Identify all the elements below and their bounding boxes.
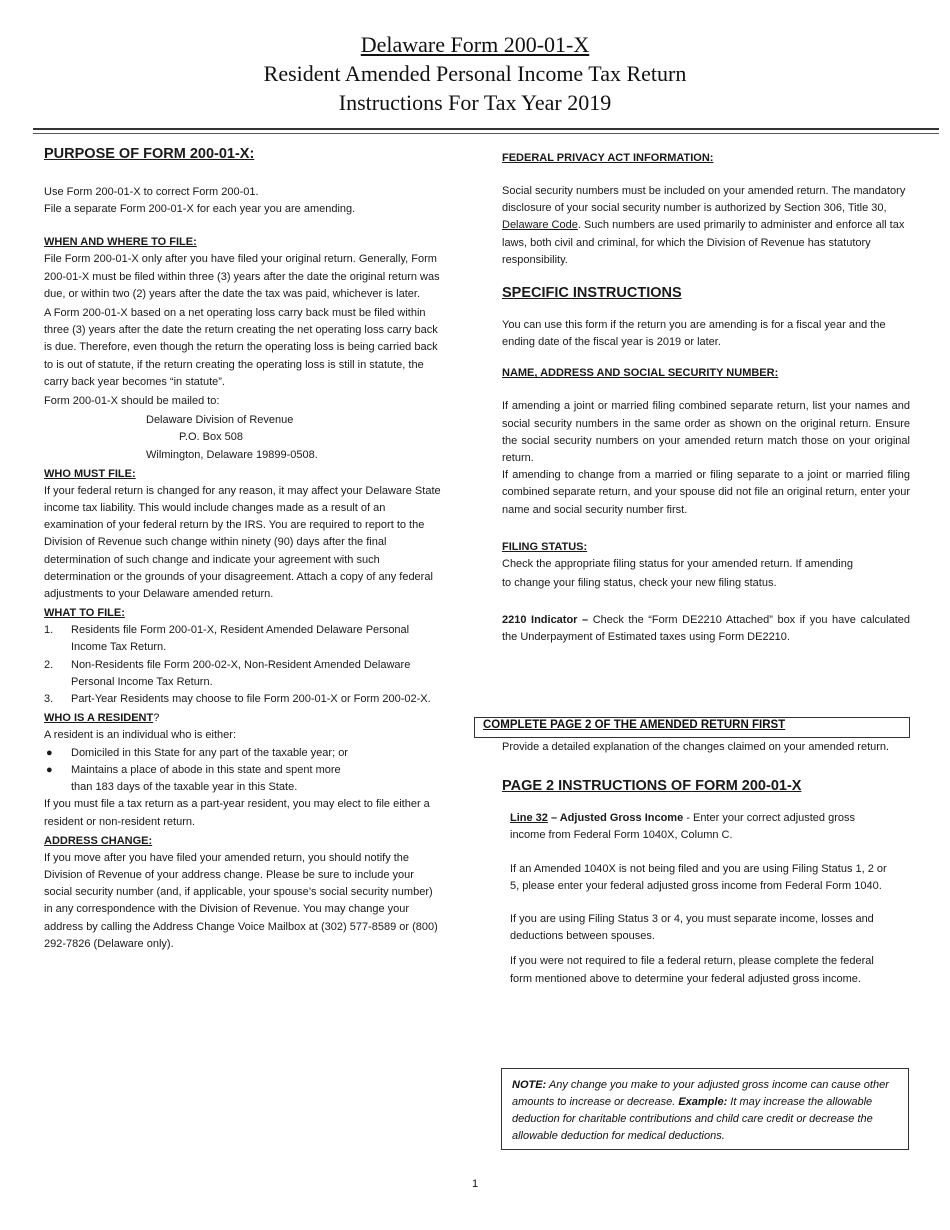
title-rule-thick — [33, 128, 939, 130]
document-title — [0, 30, 950, 117]
note-label: NOTE: — [512, 1079, 547, 1091]
address-change-paragraph: If you move after you have filed your amended return, you should notify the Division of Revenue of your address change. Please be sure to include your social security number (and, if applicable, your spouse’s social security number) in any correspondence with the Division of Revenue. You may change your address by calling the Address Change Voice Mailbox at (302) 577-8589 or (800) 292-7826 (Delaware only). — [44, 851, 438, 950]
mail-intro: Form 200-01-X should be mailed to: — [44, 395, 220, 408]
who-must-file-paragraph: If your federal return is changed for any reason, it may affect your Delaware State income tax liability. This would include changes made as a result of an examination of your federal return by the IRS. You are required to report to the Division of Revenue such change within ninety (90) days after the final determination of such change and indicate your agreement with such determination or the grounds of your disagreement. Attach a copy of any federal adjustments to your Delaware amended return. — [44, 484, 441, 601]
who-must-file-heading: WHO MUST FILE: — [44, 467, 136, 480]
list-item: ● Domiciled in this State for any part of the taxable year; or — [44, 745, 442, 762]
when-paragraph-2: A Form 200-01-X based on a net operating loss carry back must be filed within three (3) years after the date the return creating the net operating loss carry back is due. Therefore, even though the return the operating loss is being carried back to is out of statute, if the return creating the operating loss is still in statute, the carry back year becomes “in statute”. — [44, 307, 438, 388]
filing-status-heading: FILING STATUS: — [502, 540, 588, 553]
resident-bullets — [44, 745, 442, 779]
when-heading: WHEN AND WHERE TO FILE: — [44, 236, 197, 249]
privacy-heading: FEDERAL PRIVACY ACT INFORMATION: — [502, 152, 714, 164]
purpose-line-1: Use Form 200-01-X to correct Form 200-01. — [44, 186, 259, 198]
resident-bullet-continuation: than 183 days of the taxable year in this State. — [71, 781, 298, 794]
mail-address-line-2: P.O. Box 508 — [179, 431, 244, 444]
tax-year-title: Instructions For Tax Year 2019 — [338, 90, 612, 115]
mail-address-line-1: Delaware Division of Revenue — [146, 414, 294, 427]
purpose-heading: PURPOSE OF FORM 200-01-X: — [44, 146, 255, 162]
when-paragraph-1: File Form 200-01-X only after you have filed your original return. Generally, Form 200-01-X must be filed within three (3) years after the date the original return was due, or within two (2) years after the date the tax was paid, whichever is later. — [44, 253, 440, 300]
amended-1040x-paragraph: If an Amended 1040X is not being filed and you are using Filing Status 1, 2 or 5, please enter your federal adjusted gross income from Federal Form 1040. — [510, 862, 887, 892]
name-address-paragraph-1: If amending a joint or married filing combined separate return, list your names and social security numbers in the same order as shown on the original return. Ensure the social security numbers on your amended return match those on your original return. — [502, 400, 910, 465]
address-change-heading: ADDRESS CHANGE: — [44, 834, 153, 847]
page-2-instructions-heading: PAGE 2 INSTRUCTIONS OF FORM 200-01-X — [502, 778, 802, 795]
privacy-paragraph: Social security numbers must be included on your amended return. The mandatory disclosure of your social security number is authorized by Section 306, Title 30, Delaware Code. Such numbers are used primarily to administer and enforce all tax laws, both civil and criminal, for which the Division of Revenue has statutory responsibility. — [502, 185, 906, 266]
line-32-paragraph: Line 32 – Adjusted Gross Income - Enter your correct adjusted gross income from Federal Form 1040X, Column C. — [510, 812, 855, 842]
right-column-lower — [502, 739, 892, 988]
indicator-2210-paragraph: 2210 Indicator – Check the “Form DE2210 Attached” box if you have calculated the Underpayment of Estimated taxes using Form DE2210. — [502, 614, 910, 644]
left-column — [44, 144, 442, 953]
filing-status-line-2: to change your filing status, check your new filing status. — [502, 577, 777, 590]
list-item: 3. Part-Year Residents may choose to file Form 200-01-X or Form 200-02-X. — [44, 693, 431, 706]
purpose-line-2: File a separate Form 200-01-X for each year you are amending. — [44, 203, 356, 216]
bullet-icon: ● — [46, 746, 53, 759]
specific-instructions-heading: SPECIFIC INSTRUCTIONS — [502, 285, 682, 302]
specific-instructions-paragraph: You can use this form if the return you are amending is for a fiscal year and the ending date of the fiscal year is 2019 or later. — [502, 319, 886, 349]
resident-intro: A resident is an individual who is either: — [44, 729, 236, 742]
right-column — [502, 150, 910, 647]
complete-page-2-banner — [474, 717, 910, 738]
title-rule-thin — [33, 133, 939, 134]
filing-status-line-1: Check the appropriate filing status for your amended return. If amending — [502, 557, 853, 570]
resident-paragraph: If you must file a tax return as a part-year resident, you may elect to file either a resident or non-resident return. — [44, 798, 430, 828]
page-2-instructions-body — [502, 810, 892, 988]
form-title: Delaware Form 200-01-X — [360, 32, 590, 57]
complete-page-2-heading: COMPLETE PAGE 2 OF THE AMENDED RETURN FIRST — [483, 719, 786, 731]
note-box: NOTE: Any change you make to your adjusted gross income can cause other amounts to increase or decrease. Example: It may increase the allowable deduction for charitable contributions and child care credit or decrease the allowable deduction for medical deductions. — [501, 1068, 909, 1150]
list-item: 2. Non-Residents file Form 200-02-X, Non-Resident Amended Delaware Personal Income Tax Return. — [44, 658, 411, 688]
what-to-file-heading: WHAT TO FILE: — [44, 607, 125, 620]
filing-status-3-4-paragraph: If you are using Filing Status 3 or 4, you must separate income, losses and deductions between spouses. — [510, 913, 874, 943]
page-number: 1 — [471, 1178, 479, 1190]
name-address-paragraph-2: If amending to change from a married or filing separate to a joint or married filing combined separate return, and your spouse did not file an original return, enter your name and social security number first. — [502, 469, 910, 516]
mail-address-line-3: Wilmington, Delaware 19899-0508. — [146, 448, 318, 461]
not-required-paragraph: If you were not required to file a federal return, please complete the federal form mentioned above to determine your federal adjusted gross income. — [510, 955, 874, 985]
list-item: 1. Residents file Form 200-01-X, Resident Amended Delaware Personal Income Tax Return. — [44, 624, 410, 654]
what-to-file-list — [44, 622, 442, 708]
complete-page-2-paragraph: Provide a detailed explanation of the changes claimed on your amended return. — [502, 741, 890, 753]
who-is-resident-heading: WHO IS A RESIDENT? — [44, 712, 160, 725]
bullet-icon: ● — [46, 763, 53, 776]
form-subtitle: Resident Amended Personal Income Tax Return — [263, 61, 687, 86]
name-address-heading: NAME, ADDRESS AND SOCIAL SECURITY NUMBER: — [502, 367, 779, 380]
delaware-code-reference: Delaware Code — [502, 219, 578, 232]
list-item: ● Maintains a place of abode in this state and spent more — [44, 762, 442, 779]
